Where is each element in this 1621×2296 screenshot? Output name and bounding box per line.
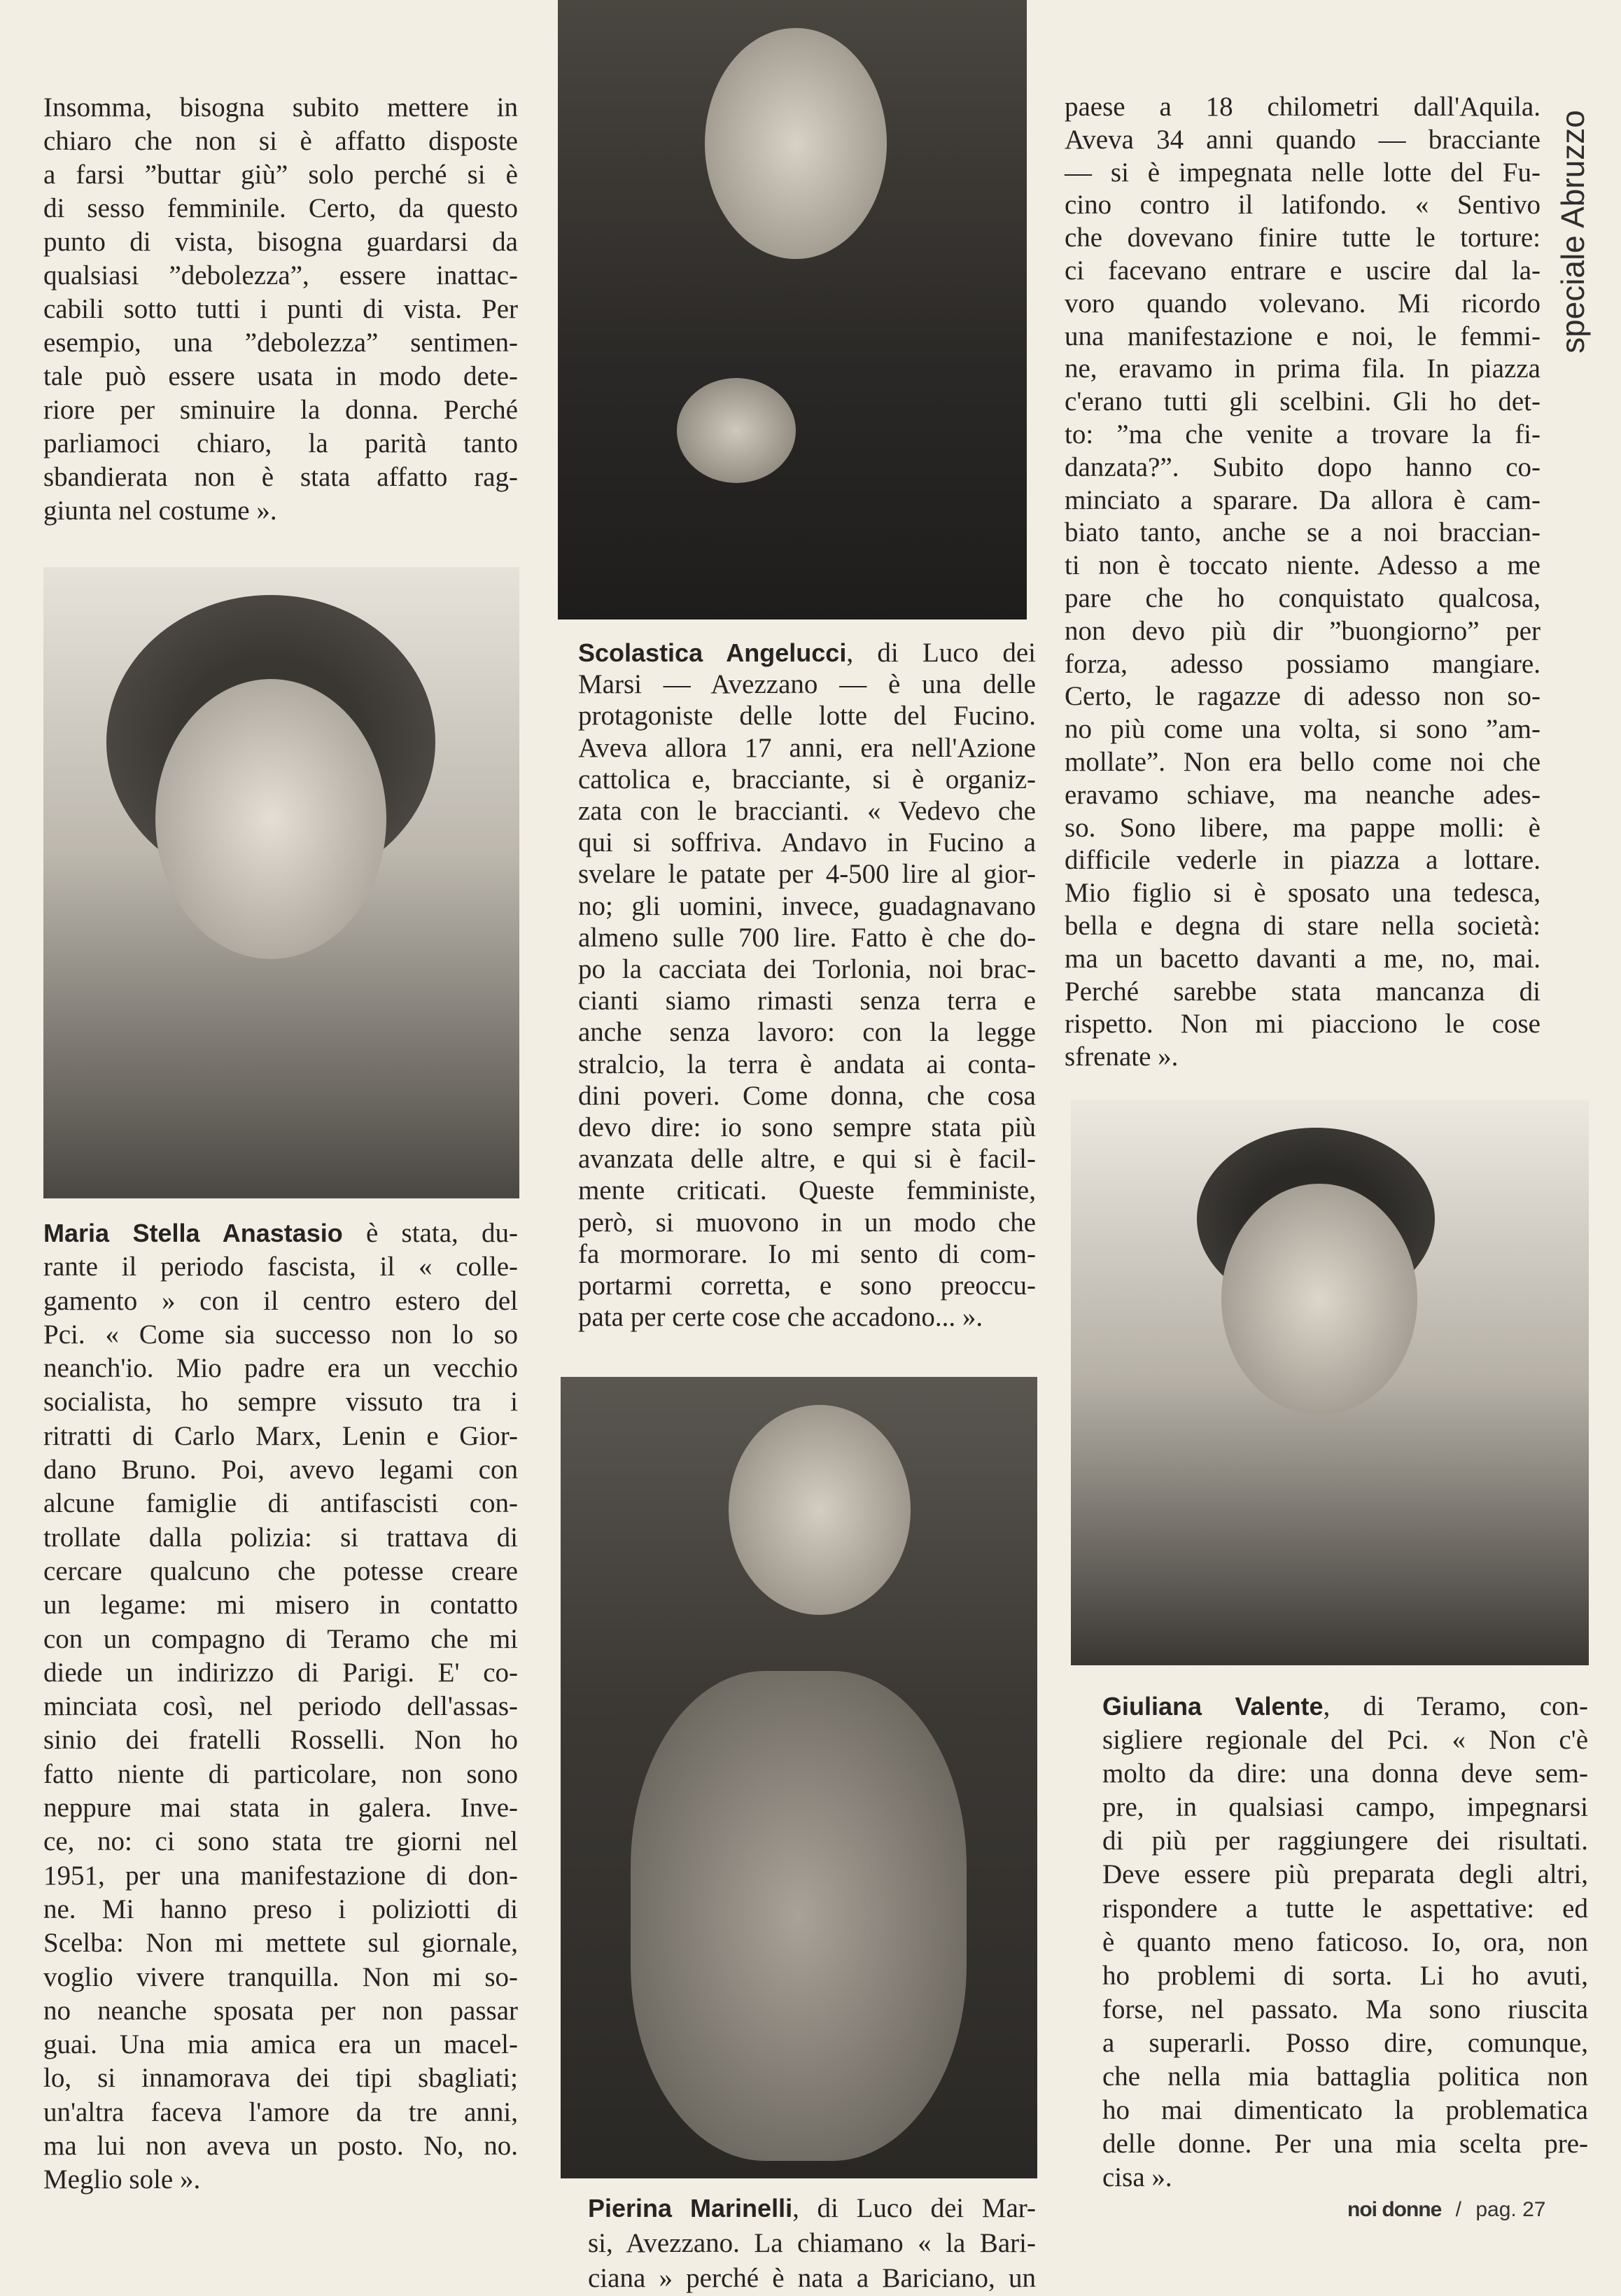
text-line: cabili sotto tutti i punti di vista. Per <box>43 294 518 324</box>
text-line: lo, si innamorava dei tipi sbagliati; <box>43 2063 518 2094</box>
text-line: a farsi ”buttar giù” solo perché si è <box>43 160 518 190</box>
text-line: no neanche sposata per non passar <box>43 1995 518 2026</box>
text-line: danzata?”. Subito dopo hanno co- <box>1065 451 1541 482</box>
text-line: sinio dei fratelli Rosselli. Non ho <box>43 1725 518 1756</box>
text-line: no; gli uomini, invece, guadagnavano <box>578 890 1036 921</box>
text-line: cattolica e, bracciante, si è organiz- <box>578 764 1036 794</box>
text-line: Deve essere più preparata degli altri, <box>1102 1859 1588 1890</box>
text-line: neppure mai stata in galera. Inve- <box>43 1793 518 1823</box>
photo-scolastica-angelucci <box>558 0 1027 620</box>
text-line: minciata così, nel periodo dell'assas- <box>43 1691 518 1722</box>
text-line: almeno sulle 700 lire. Fatto è che do- <box>578 922 1036 953</box>
caption-text: , di Luco dei <box>846 638 1036 668</box>
section-label <box>1555 88 1590 375</box>
text-line: biato tanto, anche se a noi braccian- <box>1065 517 1541 548</box>
text-line: un legame: mi misero in contatto <box>43 1590 518 1620</box>
text-line: so. Sono libere, ma pappe molli: è <box>1065 812 1541 843</box>
text-line: anche senza lavoro: con la legge <box>578 1017 1036 1048</box>
text-line: ma lui non aveva un posto. No, no. <box>43 2131 518 2162</box>
text-line: si, Avezzano. La chiamano « la Bari- <box>588 2228 1036 2258</box>
text-line: po la cacciata dei Torlonia, noi brac- <box>578 954 1036 985</box>
caption-text: è stata, du- <box>342 1218 518 1248</box>
page-number: pag. 27 <box>1475 2198 1546 2221</box>
text-line: gamento » con il centro estero del <box>43 1285 518 1316</box>
photo-giuliana-valente <box>1071 1100 1589 1665</box>
text-line: bella e degna di stare nella società: <box>1065 910 1541 941</box>
text-line: giunta nel costume ». <box>43 496 277 526</box>
text-line: ci facevano entrare e uscire dal la- <box>1065 255 1541 286</box>
text-line: qualsiasi ”debolezza”, essere inattac- <box>43 260 518 290</box>
text-line: devo dire: io sono sempre stata più <box>578 1112 1036 1143</box>
caption-pierina-marinelli <box>588 2191 1036 2296</box>
text-line <box>578 637 1036 668</box>
text-line: trollate dalla polizia: si trattava di <box>43 1522 518 1553</box>
text-line: Perché sarebbe stata mancanza di <box>1065 976 1541 1007</box>
text-line: protagoniste delle lotte del Fucino. <box>578 701 1036 732</box>
text-line: è quanto meno faticoso. Io, ora, non <box>1102 1926 1588 1957</box>
text-line: sigliere regionale del Pci. « Non c'è <box>1102 1725 1588 1756</box>
person-name: Scolastica Angelucci <box>578 638 847 667</box>
text-line: qui si soffriva. Andavo in Fucino a <box>578 827 1036 858</box>
caption-maria-stella-anastasio <box>43 1217 518 2197</box>
text-line: esempio, una ”debolezza” sentimen- <box>43 328 518 358</box>
text-line: Meglio sole ». <box>43 2164 201 2195</box>
intro-paragraph <box>43 91 518 528</box>
caption-text: , di Teramo, con- <box>1323 1691 1588 1721</box>
text-line: Certo, le ragazze di adesso non so- <box>1065 681 1541 712</box>
text-line: a superarli. Posso dire, comunque, <box>1102 2027 1588 2058</box>
text-line: ritratti di Carlo Marx, Lenin e Gior- <box>43 1420 518 1451</box>
text-line: ho problemi di sorta. Li ho avuti, <box>1102 1960 1588 1991</box>
text-line: dano Bruno. Poi, avevo legami con <box>43 1455 518 1485</box>
text-line: cisa ». <box>1102 2162 1172 2193</box>
text-line: Scelba: Non mi mettete sul giornale, <box>43 1928 518 1959</box>
text-line: 1951, per una manifestazione di don- <box>43 1860 518 1891</box>
text-line: ne. Mi hanno preso i poliziotti di <box>43 1893 518 1924</box>
text-line: cercare qualcuno che potesse creare <box>43 1555 518 1586</box>
caption-giuliana-valente <box>1102 1690 1588 2194</box>
text-line: un'altra faceva l'amore da tre anni, <box>43 2096 518 2127</box>
text-line: forza, adesso possiamo mangiare. <box>1065 648 1541 679</box>
text-line: riore per sminuire la donna. Perché <box>43 395 518 425</box>
text-line: diede un indirizzo di Parigi. E' co- <box>43 1657 518 1688</box>
text-line: guai. Una mia amica era un macel- <box>43 2029 518 2060</box>
text-line: svelare le patate per 4-500 lire al gior- <box>578 859 1036 890</box>
text-line <box>43 1217 518 1250</box>
text-line: ce, no: ci sono stata tre giorni nel <box>43 1826 518 1857</box>
text-line: difficile vederle in piazza a lottare. <box>1065 845 1541 876</box>
text-line: non devo più dir ”buongiorno” per <box>1065 615 1541 646</box>
text-line: mollate”. Non era bello come noi che <box>1065 746 1541 777</box>
text-line <box>1102 1690 1588 1723</box>
text-line: pare che ho conquistato qualcosa, <box>1065 582 1541 613</box>
person-name: Pierina Marinelli <box>588 2194 793 2222</box>
text-line: che dovevano finire tutte le torture: <box>1065 223 1541 253</box>
text-line: molto da dire: una donna deve sem- <box>1102 1758 1588 1789</box>
text-line: pata per certe cose che accadono... ». <box>578 1302 983 1333</box>
text-line: con un compagno di Teramo che mi <box>43 1623 518 1654</box>
page-footer <box>1347 2198 1545 2222</box>
text-line: chiaro che non si è affatto disposte <box>43 126 518 156</box>
text-line: ma un bacetto davanti a me, no, mai. <box>1065 943 1541 974</box>
text-line: eravamo schiave, ma neanche ades- <box>1065 779 1541 810</box>
text-line: stralcio, la terra è andata ai conta- <box>578 1049 1036 1079</box>
text-line: ne, eravamo in prima fila. In piazza <box>1065 354 1541 384</box>
caption-pierina-marinelli-continued <box>1065 91 1541 1074</box>
text-line: mente criticati. Queste femministe, <box>578 1175 1036 1206</box>
text-line: Aveva allora 17 anni, era nell'Azione <box>578 732 1036 763</box>
text-line: rispetto. Non mi piacciono le cose <box>1065 1009 1541 1040</box>
text-line: neanch'io. Mio padre era un vecchio <box>43 1353 518 1384</box>
text-line: no più come una volta, si sono ”am- <box>1065 714 1541 745</box>
text-line: punto di vista, bisogna guardarsi da <box>43 227 518 257</box>
text-line: sbandierata non è stata affatto rag- <box>43 462 518 492</box>
text-line: ho mai dimenticato la problematica <box>1102 2095 1588 2126</box>
text-line: che nella mia battaglia politica non <box>1102 2062 1588 2092</box>
text-line: ciana » perché è nata a Bariciano, un <box>588 2263 1036 2293</box>
text-line: fatto niente di particolare, non sono <box>43 1758 518 1789</box>
photo-pierina-marinelli <box>561 1377 1037 2178</box>
magazine-name: noi donne <box>1347 2198 1442 2221</box>
text-line: voglio vivere tranquilla. Non mi so- <box>43 1961 518 1992</box>
text-line: parliamoci chiaro, la parità tanto <box>43 428 518 458</box>
caption-scolastica-angelucci <box>578 637 1036 1333</box>
text-line: fa mormorare. Io mi sento di com- <box>578 1238 1036 1269</box>
text-line <box>588 2191 1036 2226</box>
text-line: dini poveri. Come donna, che cosa <box>578 1080 1036 1111</box>
text-line: di sesso femminile. Certo, da questo <box>43 193 518 223</box>
text-line: Aveva 34 anni quando — bracciante <box>1065 124 1541 155</box>
person-name: Maria Stella Anastasio <box>43 1219 343 1247</box>
text-line: c'erano tutti gli scelbini. Gli ho det- <box>1065 386 1541 417</box>
text-line: una manifestazione e noi, le femmi- <box>1065 321 1541 351</box>
text-line: forse, nel passato. Ma sono riuscita <box>1102 1994 1588 2024</box>
photo-maria-stella-anastasio <box>43 567 519 1198</box>
text-line: pre, in qualsiasi campo, impegnarsi <box>1102 1792 1588 1823</box>
text-line: Insomma, bisogna subito mettere in <box>43 92 518 122</box>
text-line: socialista, ho sempre vissuto tra i <box>43 1387 518 1418</box>
text-line: cianti siamo rimasti senza terra e <box>578 986 1036 1016</box>
text-line: delle donne. Per una mia scelta pre- <box>1102 2129 1588 2160</box>
text-line: voro quando volevano. Mi ricordo <box>1065 288 1541 318</box>
text-line: zata con le braccianti. « Vedevo che <box>578 796 1036 827</box>
text-line: di più per raggiungere dei risultati. <box>1102 1826 1588 1856</box>
text-line: ti non è toccato niente. Adesso a me <box>1065 550 1541 581</box>
text-line: rante il periodo fascista, il « colle- <box>43 1252 518 1282</box>
text-line: alcune famiglie di antifascisti con- <box>43 1488 518 1519</box>
caption-text: , di Luco dei Mar- <box>792 2193 1036 2223</box>
person-name: Giuliana Valente <box>1102 1692 1324 1721</box>
text-line: sfrenate ». <box>1065 1042 1179 1072</box>
text-line: cino contro il latifondo. « Sentivo <box>1065 190 1541 220</box>
text-line: to: ”ma che venite a trovare la fi- <box>1065 419 1541 449</box>
text-line: Marsi — Avezzano — è una delle <box>578 669 1036 700</box>
text-line: Mio figlio si è sposato una tedesca, <box>1065 878 1541 909</box>
text-line: portarmi corretta, e sono preoccu- <box>578 1270 1036 1301</box>
text-line: Pci. « Come sia successo non lo so <box>43 1319 518 1350</box>
text-line: avanzata delle altre, e qui si è facil- <box>578 1144 1036 1175</box>
text-line: però, si muovono in un modo che <box>578 1207 1036 1238</box>
text-line: — si è impegnata nelle lotte del Fu- <box>1065 157 1541 188</box>
text-line: rispondere a tutte le aspettative: ed <box>1102 1893 1588 1924</box>
text-line: minciato a sparare. Da allora è cam- <box>1065 484 1541 515</box>
text-line: paese a 18 chilometri dall'Aquila. <box>1065 92 1541 122</box>
text-line: tale può essere usata in modo dete- <box>43 361 518 391</box>
footer-separator: / <box>1455 2198 1461 2221</box>
section-label-text: speciale Abruzzo <box>1555 110 1591 354</box>
